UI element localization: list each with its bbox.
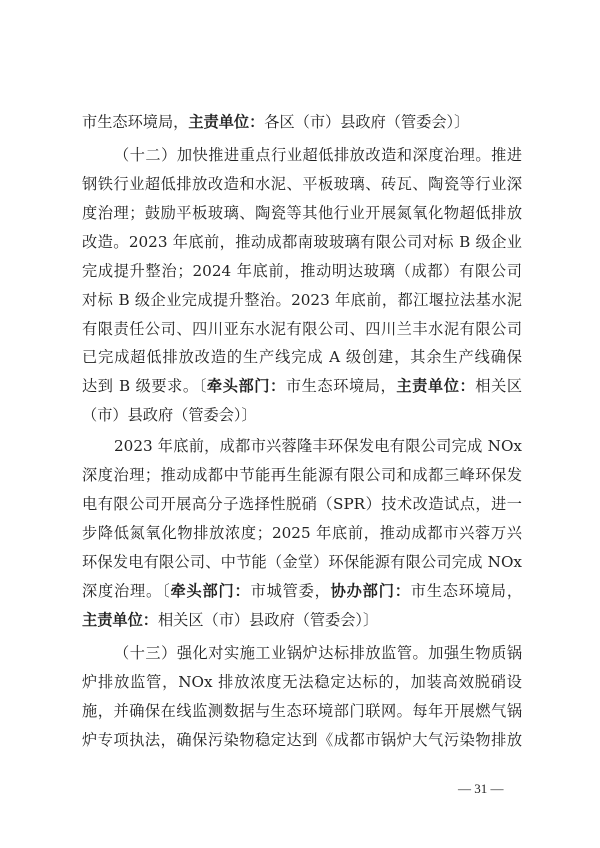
text-segment: （十二）加快推进重点行业超低排放改造和深度治理。推进 <box>114 146 522 164</box>
text-line <box>82 203 522 223</box>
text-line <box>82 610 522 630</box>
text-segment: 相关区 <box>475 377 523 395</box>
text-line <box>82 405 522 425</box>
text-segment: 环保发电有限公司、中节能（金堂）环保能源有限公司完成 NOx <box>82 553 522 571</box>
text-line <box>114 643 522 663</box>
text-line <box>82 261 522 281</box>
text-line <box>82 730 522 750</box>
text-segment: 2023 年底前，成都市兴蓉隆丰环保发电有限公司完成 NOx <box>114 437 522 455</box>
text-line <box>114 436 522 456</box>
page-number: — 31 — <box>458 781 504 796</box>
text-line <box>114 145 522 165</box>
text-line <box>82 672 522 692</box>
text-segment: 市城管委， <box>250 582 331 600</box>
text-line <box>82 552 522 572</box>
text-segment: 市生态环境局， <box>82 113 189 131</box>
text-line <box>82 376 522 396</box>
text-segment: 市生态环境局， <box>285 377 397 395</box>
text-line <box>82 494 522 514</box>
text-segment: 达到 B 级要求。〔 <box>82 377 207 395</box>
text-segment: 炉专项执法，确保污染物稳定达到《成都市锅炉大气污染物排放 <box>82 731 522 749</box>
text-line <box>82 290 522 310</box>
text-segment: 已完成超低排放改造的生产线完成 A 级创建，其余生产线确保 <box>82 348 522 366</box>
text-segment: （市）县政府（管委会）〕 <box>82 406 257 424</box>
bold-label: 牵头部门： <box>206 377 286 395</box>
text-line <box>82 232 522 252</box>
text-segment: 对标 B 级企业完成提升整治。2023 年底前，都江堰拉法基水泥 <box>82 291 522 309</box>
text-segment: 相关区（市）县政府（管委会）〕 <box>157 611 379 629</box>
text-line <box>82 581 522 601</box>
text-segment: 完成提升整治；2024 年底前，推动明达玻璃（成都）有限公司 <box>82 262 522 280</box>
text-segment: （十三）强化对实施工业锅炉达标排放监管。加强生物质锅 <box>114 644 522 662</box>
text-segment: 改造。2023 年底前，推动成都南玻玻璃有限公司对标 B 级企业 <box>82 233 522 251</box>
text-segment: 步降低氮氧化物排放浓度；2025 年底前，推动成都市兴蓉万兴 <box>82 524 522 542</box>
text-segment: 有限责任公司、四川亚东水泥有限公司、四川兰丰水泥有限公司 <box>82 320 522 338</box>
text-line <box>82 347 522 367</box>
text-segment: 电有限公司开展高分子选择性脱硝（SPR）技术改造试点，进一 <box>82 495 522 513</box>
text-line <box>82 174 522 194</box>
bold-label: 牵头部门： <box>170 582 251 600</box>
text-line <box>82 701 522 721</box>
bold-label: 主责单位： <box>188 113 265 131</box>
bold-label: 协办部门： <box>330 582 411 600</box>
text-line <box>82 319 522 339</box>
text-segment: 施，并确保在线监测数据与生态环境部门联网。每年开展燃气锅 <box>82 702 522 720</box>
text-segment: 深度治理。〔 <box>82 582 171 600</box>
bold-label: 主责单位： <box>82 611 158 629</box>
bold-label: 主责单位： <box>396 377 476 395</box>
text-segment: 各区（市）县政府（管委会）〕 <box>264 113 470 131</box>
text-segment: 深度治理；推动成都中节能再生能源有限公司和成都三峰环保发 <box>82 466 522 484</box>
text-segment: 市生态环境局， <box>410 582 523 600</box>
text-line <box>82 112 522 132</box>
text-segment: 钢铁行业超低排放改造和水泥、平板玻璃、砖瓦、陶瓷等行业深 <box>82 175 522 193</box>
text-segment: 炉排放监管，NOx 排放浓度无法稳定达标的，加装高效脱硝设 <box>82 673 522 691</box>
text-line <box>82 523 522 543</box>
text-segment: 度治理；鼓励平板玻璃、陶瓷等其他行业开展氮氧化物超低排放 <box>82 204 522 222</box>
text-line <box>82 465 522 485</box>
